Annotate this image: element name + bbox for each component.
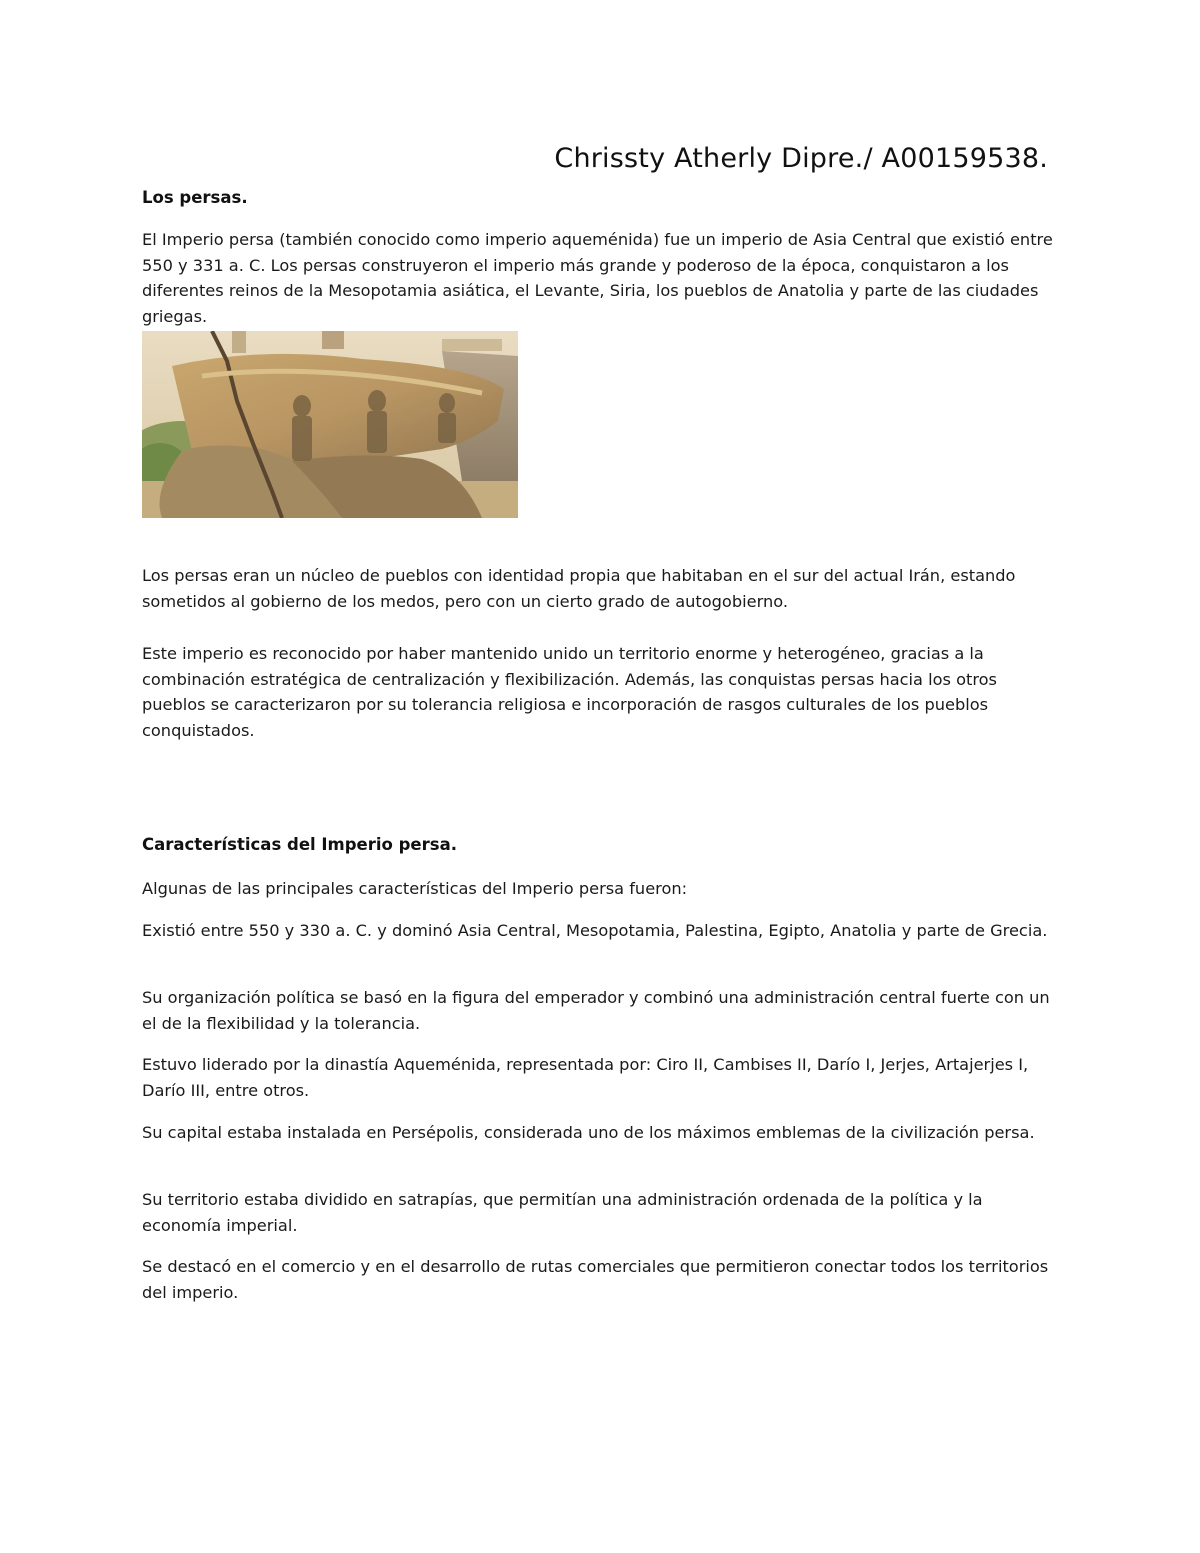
section-heading-caracteristicas: Características del Imperio persa. <box>142 835 457 854</box>
paragraph-persian-peoples: Los persas eran un núcleo de pueblos con identidad propia que habitaban en el sur del actual Irán, estando sometidos al gobierno de los medos, pero con un cierto grado de autogobierno. <box>142 566 1016 611</box>
characteristic-item: Su organización política se basó en la figura del emperador y combinó una administración central fuerte con un el de la flexibilidad y la tolerancia. <box>142 988 1050 1033</box>
characteristic-item: Existió entre 550 y 330 a. C. y dominó Asia Central, Mesopotamia, Palestina, Egipto, Anatolia y parte de Grecia. <box>142 921 1048 940</box>
characteristic-item: Estuvo liderado por la dinastía Aqueménida, representada por: Ciro II, Cambises II, Darío I, Jerjes, Artajerjes I, Darío III, entre otros. <box>142 1055 1029 1100</box>
characteristic-item: Se destacó en el comercio y en el desarrollo de rutas comerciales que permitieron conectar todos los territorios del imperio. <box>142 1257 1049 1302</box>
characteristic-item: Su capital estaba instalada en Persépolis, considerada uno de los máximos emblemas de la civilización persa. <box>142 1123 1035 1142</box>
author-line: Chrissty Atherly Dipre./ A00159538. <box>554 143 1048 174</box>
characteristics-intro: Algunas de las principales características del Imperio persa fueron: <box>142 879 688 898</box>
paragraph-empire-recognition: Este imperio es reconocido por haber mantenido unido un territorio enorme y heterogéneo, gracias a la combinación estratégica de centralización y flexibilización. Además, las conquistas persas hacia los otros pueblos se caracterizaron por su tolerancia religiosa e incorporación de rasgos culturales de los pueblos conquistados. <box>142 644 997 740</box>
intro-paragraph: El Imperio persa (también conocido como imperio aqueménida) fue un imperio de Asia Central que existió entre 550 y 331 a. C. Los persas construyeron el imperio más grande y poderoso de la época, conquistaron a los diferentes reinos de la Mesopotamia asiática, el Levante, Siria, los pueblos de Anatolia y parte de las ciudades griegas. <box>142 230 1053 326</box>
section-heading-los-persas: Los persas. <box>142 188 248 207</box>
persepolis-relief-image <box>142 331 518 518</box>
characteristic-item: Su territorio estaba dividido en satrapías, que permitían una administración ordenada de la política y la economía imperial. <box>142 1190 983 1235</box>
